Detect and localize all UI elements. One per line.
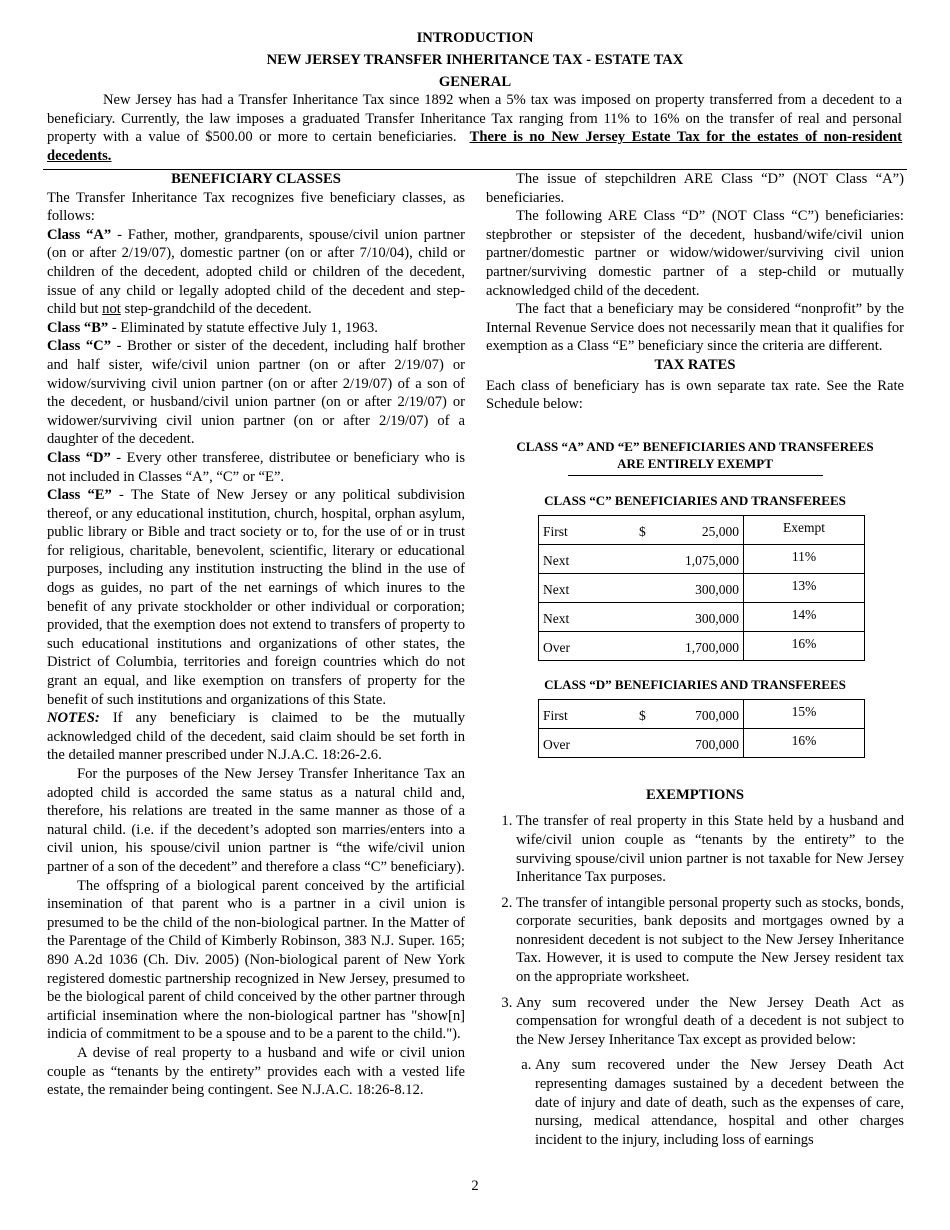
rate-amount: $ 700,000	[635, 699, 744, 728]
right-column	[486, 170, 904, 1156]
rate-amount: $ 25,000	[635, 515, 744, 544]
table-row	[539, 544, 865, 573]
stepchildren-paragraph: The issue of stepchildren ARE Class “D” (NOT Class “A”) beneficiaries.	[486, 171, 904, 206]
class-a-end: step-grandchild of the decedent.	[120, 301, 312, 318]
rate-label: Over	[539, 728, 636, 757]
list-item: 2. The transfer of intangible personal property such as stocks, bonds, corporate securities, bank deposits and mortgages owned by a nonresident decedent is not subject to the New Jersey Inheritance Tax. However, it is used to compute the New Jersey resident tax on the appropriate worksheet.	[516, 894, 904, 987]
class-c-paragraph	[47, 337, 465, 449]
rate-percent: Exempt	[744, 515, 865, 544]
rate-percent: 11%	[744, 544, 865, 573]
rate-label: Next	[539, 544, 636, 573]
table-row	[539, 515, 865, 544]
intro-paragraph	[47, 91, 902, 165]
tax-rates-title: TAX RATES	[654, 356, 736, 373]
table-row	[539, 573, 865, 602]
rate-percent: 16%	[744, 728, 865, 757]
class-a-not: not	[102, 301, 121, 318]
class-e-text: - The State of New Jersey or any political subdivision thereof, or any educational institution, church, hospital, orphan asylum, public library or Bible and tract society or to, for the use of or in trust for religious, charitable, benevolent, scientific, literary or educational purposes, including any institution instructing the blind in the use of dogs as guides, no part of the net earnings of which inures to the benefit of any private stockholder or other individual or corporation; provided, that the exemption does not extend to transfers of property to such educational institutions and organizations of other states, the District of Columbia, territories and foreign countries which do not grant an equal, and like exemption on transfers of property for the benefit of such institutions and organizations of this State.	[47, 487, 465, 708]
class-d-following-paragraph: The following ARE Class “D” (NOT Class “C”) beneficiaries: stepbrother or stepsister of the decedent, husband/wife/civil union partner/domestic partner or widow/widower/surviving civil union partner/surviving domestic partner of a step-child or mutually acknowledged child of the decedent.	[486, 208, 904, 299]
rate-label: Over	[539, 631, 636, 660]
class-d-paragraph	[47, 449, 465, 486]
class-c-text: - Brother or sister of the decedent, including half brother and half sister, wife/civil union partner (on or after 2/19/07) or widow/surviving civil union partner (on or after 2/19/07) of a son of the decedent, or husband/civil union partner (on or after 2/19/07) or widower/surviving civil union partner (on or after 2/19/07) of a daughter of the decedent.	[47, 338, 465, 448]
offspring-paragraph: The offspring of a biological parent conceived by the artificial insemination of that parent who is a partner in a civil union is presumed to be the child of the non-biological partner. In the Matter of the Parentage of the Child of Kimberly Robinson, 383 N.J. Super. 165; 890 A.2d 1036 (Ch. Div. 2005) (Non-biological parent of New York registered domestic partnership recognized in New Jersey, presumed to be the biological parent of child conceived by the other partner through artificial insemination where the non-biological partner has "show[n] indicia of commitment to be a spouse and to be a parent to the child.").	[47, 877, 465, 1043]
list-item: 3. Any sum recovered under the New Jersey Death Act as compensation for wrongful death of a decedent is not subject to the New Jersey Inheritance Tax except as provided below: a. Any sum recovered under the New Jersey Death Act representing damages sustained by a decedent between the date of injury and date of death, such as the expenses of care, nursing, medical attendance, hospital and other charges incident to the injury, including loss of earnings	[516, 994, 904, 1150]
class-e-label: Class “E”	[47, 487, 112, 504]
class-c-label: Class “C”	[47, 338, 111, 355]
notes-label: NOTES:	[47, 710, 100, 727]
table-row	[539, 728, 865, 757]
exemptions-list	[486, 812, 904, 1149]
rate-percent: 15%	[744, 699, 865, 728]
nonprofit-paragraph: The fact that a beneficiary may be considered “nonprofit” by the Internal Revenue Service does not necessarily mean that it qualifies for exemption as a Class “E” beneficiary since the criteria are different.	[486, 301, 904, 355]
rate-percent: 14%	[744, 602, 865, 631]
tax-rates-text: Each class of beneficiary has is own separate tax rate. See the Rate Schedule below:	[486, 377, 904, 413]
rate-label: First	[539, 699, 636, 728]
class-d-text: - Every other transferee, distributee or beneficiary who is not included in Classes “A”, “C” or “E”.	[47, 449, 466, 485]
page-title-nj-tax: NEW JERSEY TRANSFER INHERITANCE TAX - ESTATE TAX	[266, 52, 684, 68]
adopted-child-paragraph: For the purposes of the New Jersey Transfer Inheritance Tax an adopted child is accorded the same status as a natural child and, therefore, his relations are treated in the same manner as those of a natural child. (i.e. if the decedent’s adopted son marries/enters into a civil union, his spouse/civil union partner is “the wife/civil union partner of a son of the decedent” and therefore a class “C” beneficiary).	[47, 766, 465, 875]
class-b-label: Class “B”	[47, 319, 109, 336]
class-a-paragraph	[47, 226, 465, 319]
left-column	[47, 170, 465, 1100]
class-a-label: Class “A”	[47, 226, 112, 243]
beneficiary-classes-title: BENEFICIARY CLASSES	[171, 171, 341, 187]
class-d-rates-table	[538, 699, 865, 758]
class-d-rates-heading: CLASS “D” BENEFICIARIES AND TRANSFEREES	[544, 676, 846, 692]
list-item: a. Any sum recovered under the New Jersey Death Act representing damages sustained by a decedent between the date of injury and date of death, such as the expenses of care, nursing, medical attendance, hospital and other charges incident to the injury, including loss of earnings	[535, 1056, 904, 1149]
class-e-paragraph	[47, 486, 465, 709]
page-number: 2	[471, 1178, 479, 1194]
rate-amount: 700,000	[635, 728, 744, 757]
class-a-text: - Father, mother, grandparents, spouse/civil union partner (on or after 2/19/07), domestic partner (on or after 7/10/04), child or children of the decedent, adopted child or children of the decedent, issue of any child or legally adopted child of the decedent and step-child but	[47, 226, 466, 318]
rate-percent: 13%	[744, 573, 865, 602]
class-c-rates-heading: CLASS “C” BENEFICIARIES AND TRANSFEREES	[544, 492, 846, 508]
intro-bold-notice: There is no New Jersey Estate Tax for the estates of non-resident decedents.	[47, 129, 903, 164]
class-c-rates-table	[538, 515, 865, 661]
devise-paragraph: A devise of real property to a husband and wife or civil union couple as “tenants by the entirety” provides each with a vested life estate, the remainder being contingent. See N.J.A.C. 18:26-8.12.	[47, 1044, 465, 1099]
class-b-text: - Eliminated by statute effective July 1, 1963.	[108, 319, 378, 336]
page-title-introduction: INTRODUCTION	[416, 30, 534, 46]
rate-amount: 300,000	[635, 602, 744, 631]
exempt-heading-line1: CLASS “A” AND “E” BENEFICIARIES AND TRANSFEREES	[516, 438, 874, 454]
table-row	[539, 699, 865, 728]
notes-paragraph	[47, 709, 465, 765]
intro-text: New Jersey has had a Transfer Inheritance Tax since 1892 when a 5% tax was imposed on property transferred from a decedent to a beneficiary. Currently, the law imposes a graduated Transfer Inheritance Tax ranging from 11% to 16% on the transfer of real and personal property with a value of $500.00 or more to certain beneficiaries.	[47, 92, 902, 146]
class-b-paragraph	[47, 319, 465, 338]
rate-label: Next	[539, 573, 636, 602]
table-row	[539, 631, 865, 660]
list-item: 1. The transfer of real property in this State held by a husband and wife/civil union couple as “tenants by the entirety” to the surviving spouse/civil union partner is not taxable for New Jersey Inheritance Tax purposes.	[516, 812, 904, 886]
section-title-general: GENERAL	[438, 74, 512, 90]
rate-amount: 1,700,000	[635, 631, 744, 660]
beneficiary-lead: The Transfer Inheritance Tax recognizes five beneficiary classes, as follows:	[47, 189, 465, 225]
exemptions-title: EXEMPTIONS	[645, 786, 745, 803]
rate-amount: 300,000	[635, 573, 744, 602]
rate-percent: 16%	[744, 631, 865, 660]
rate-label: Next	[539, 602, 636, 631]
rate-amount: 1,075,000	[635, 544, 744, 573]
notes-text: If any beneficiary is claimed to be the mutually acknowledged child of the decedent, said claim should be set forth in the detailed manner prescribed under N.J.A.C. 18:26-2.6.	[47, 710, 465, 764]
exempt-heading-line2: ARE ENTIRELY EXEMPT	[617, 455, 773, 471]
sub-list	[516, 1056, 904, 1149]
table-row	[539, 602, 865, 631]
rate-label: First	[539, 515, 636, 544]
class-d-label: Class “D”	[47, 449, 111, 466]
